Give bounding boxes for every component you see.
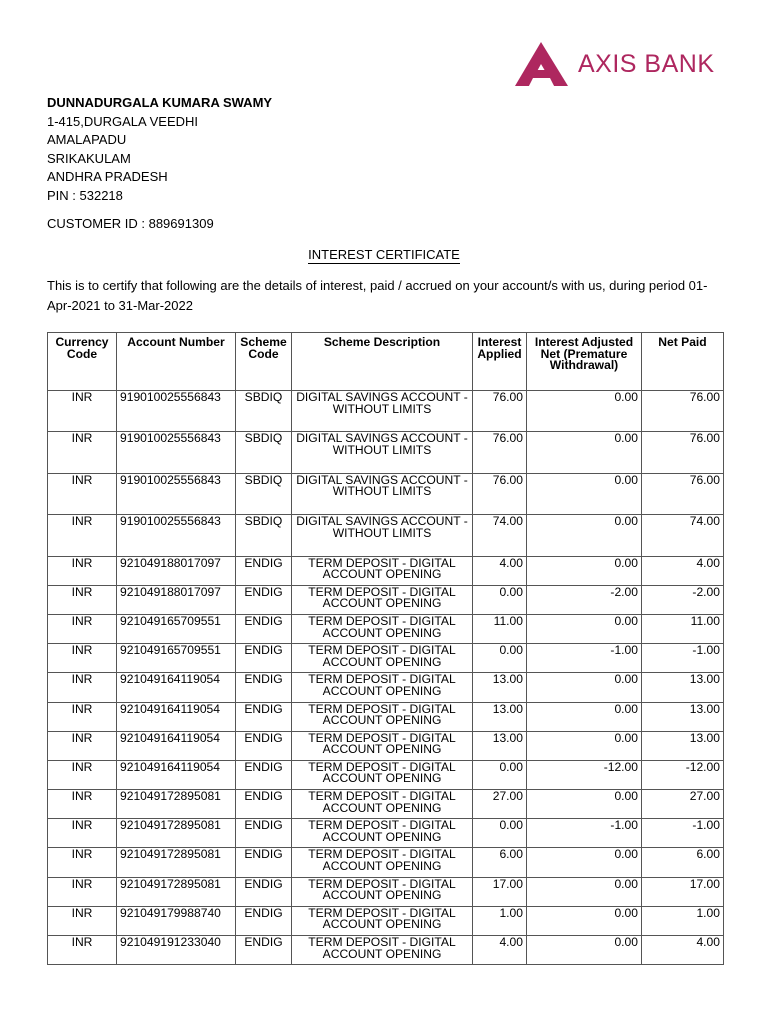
cell-interest-applied: 17.00 (473, 877, 527, 906)
cell-net-paid: -2.00 (642, 585, 724, 614)
cell-interest-adjusted: 0.00 (527, 515, 642, 556)
table-row (48, 515, 724, 556)
cell-scheme-description: TERM DEPOSIT - DIGITAL ACCOUNT OPENING (292, 936, 473, 965)
cell-interest-applied: 74.00 (473, 515, 527, 556)
header-currency-code: Currency Code (48, 333, 117, 391)
cell-currency-code: INR (48, 391, 117, 432)
table-row (48, 819, 724, 848)
cell-scheme-code: ENDIG (236, 614, 292, 643)
cell-net-paid: 1.00 (642, 906, 724, 935)
cell-interest-adjusted: 0.00 (527, 673, 642, 702)
cell-currency-code: INR (48, 936, 117, 965)
table-row (48, 760, 724, 789)
cell-account-number: 921049191233040 (117, 936, 236, 965)
cell-account-number: 919010025556843 (117, 515, 236, 556)
cell-currency-code: INR (48, 432, 117, 473)
table-header-row (48, 333, 724, 391)
bank-name: AXIS BANK (578, 49, 715, 78)
cell-scheme-code: ENDIG (236, 819, 292, 848)
cell-scheme-description: TERM DEPOSIT - DIGITAL ACCOUNT OPENING (292, 877, 473, 906)
cell-account-number: 919010025556843 (117, 391, 236, 432)
table-row (48, 585, 724, 614)
cell-interest-applied: 27.00 (473, 790, 527, 819)
certificate-title-text: INTEREST CERTIFICATE (308, 247, 460, 262)
cell-scheme-description: TERM DEPOSIT - DIGITAL ACCOUNT OPENING (292, 906, 473, 935)
cell-interest-applied: 76.00 (473, 432, 527, 473)
table-row (48, 848, 724, 877)
cell-scheme-description: TERM DEPOSIT - DIGITAL ACCOUNT OPENING (292, 848, 473, 877)
cell-account-number: 921049188017097 (117, 556, 236, 585)
cell-currency-code: INR (48, 760, 117, 789)
cell-account-number: 921049188017097 (117, 585, 236, 614)
cell-scheme-code: ENDIG (236, 585, 292, 614)
cell-interest-adjusted: 0.00 (527, 556, 642, 585)
cell-interest-applied: 0.00 (473, 644, 527, 673)
interest-table (47, 332, 724, 965)
table-row (48, 391, 724, 432)
table-row (48, 702, 724, 731)
address-line: ANDHRA PRADESH (47, 169, 168, 185)
cell-interest-applied: 4.00 (473, 936, 527, 965)
cell-scheme-code: ENDIG (236, 702, 292, 731)
cell-interest-adjusted: 0.00 (527, 936, 642, 965)
cell-interest-applied: 13.00 (473, 702, 527, 731)
cell-account-number: 921049164119054 (117, 702, 236, 731)
cell-interest-applied: 4.00 (473, 556, 527, 585)
cell-currency-code: INR (48, 848, 117, 877)
certificate-intro: This is to certify that following are the details of interest, paid / accrued on your account/s with us, during period 01-Apr-2021 to 31-Mar-2022 (47, 278, 708, 313)
cell-interest-applied: 0.00 (473, 819, 527, 848)
cell-scheme-code: ENDIG (236, 556, 292, 585)
cell-interest-adjusted: -1.00 (527, 819, 642, 848)
cell-interest-applied: 11.00 (473, 614, 527, 643)
cell-interest-applied: 6.00 (473, 848, 527, 877)
cell-scheme-code: ENDIG (236, 906, 292, 935)
table-row (48, 936, 724, 965)
cell-currency-code: INR (48, 644, 117, 673)
table-row (48, 906, 724, 935)
cell-scheme-code: ENDIG (236, 731, 292, 760)
cell-scheme-description: TERM DEPOSIT - DIGITAL ACCOUNT OPENING (292, 819, 473, 848)
cell-scheme-description: TERM DEPOSIT - DIGITAL ACCOUNT OPENING (292, 702, 473, 731)
customer-name: DUNNADURGALA KUMARA SWAMY (47, 95, 273, 110)
cell-interest-applied: 13.00 (473, 673, 527, 702)
cell-interest-adjusted: 0.00 (527, 391, 642, 432)
cell-scheme-code: ENDIG (236, 848, 292, 877)
cell-scheme-description: TERM DEPOSIT - DIGITAL ACCOUNT OPENING (292, 644, 473, 673)
cell-scheme-description: DIGITAL SAVINGS ACCOUNT - WITHOUT LIMITS (292, 515, 473, 556)
cell-interest-adjusted: -1.00 (527, 644, 642, 673)
cell-interest-applied: 0.00 (473, 760, 527, 789)
cell-scheme-code: SBDIQ (236, 391, 292, 432)
cell-interest-adjusted: 0.00 (527, 848, 642, 877)
cell-scheme-description: TERM DEPOSIT - DIGITAL ACCOUNT OPENING (292, 731, 473, 760)
cell-account-number: 921049172895081 (117, 848, 236, 877)
header-scheme-code: Scheme Code (236, 333, 292, 391)
table-body (48, 391, 724, 965)
cell-scheme-code: ENDIG (236, 790, 292, 819)
cell-currency-code: INR (48, 473, 117, 514)
cell-interest-applied: 1.00 (473, 906, 527, 935)
cell-scheme-code: SBDIQ (236, 432, 292, 473)
cell-scheme-description: TERM DEPOSIT - DIGITAL ACCOUNT OPENING (292, 585, 473, 614)
table-row (48, 673, 724, 702)
cell-net-paid: 17.00 (642, 877, 724, 906)
cell-account-number: 921049172895081 (117, 790, 236, 819)
cell-account-number: 921049165709551 (117, 614, 236, 643)
cell-scheme-description: TERM DEPOSIT - DIGITAL ACCOUNT OPENING (292, 760, 473, 789)
cell-account-number: 921049172895081 (117, 877, 236, 906)
cell-account-number: 921049164119054 (117, 731, 236, 760)
cell-interest-adjusted: 0.00 (527, 790, 642, 819)
cell-account-number: 921049164119054 (117, 673, 236, 702)
address-line: AMALAPADU (47, 132, 127, 148)
address-line: 1-415,DURGALA VEEDHI (47, 113, 199, 129)
certificate-title (0, 247, 768, 262)
cell-interest-adjusted: 0.00 (527, 432, 642, 473)
cell-currency-code: INR (48, 515, 117, 556)
table-row (48, 790, 724, 819)
cell-net-paid: 4.00 (642, 936, 724, 965)
cell-currency-code: INR (48, 877, 117, 906)
cell-scheme-code: SBDIQ (236, 515, 292, 556)
cell-interest-adjusted: 0.00 (527, 614, 642, 643)
cell-account-number: 921049172895081 (117, 819, 236, 848)
cell-account-number: 919010025556843 (117, 473, 236, 514)
cell-interest-adjusted: 0.00 (527, 473, 642, 514)
cell-scheme-code: SBDIQ (236, 473, 292, 514)
address-line: SRIKAKULAM (47, 150, 131, 166)
cell-interest-adjusted: -2.00 (527, 585, 642, 614)
cell-net-paid: 76.00 (642, 432, 724, 473)
cell-currency-code: INR (48, 731, 117, 760)
header-scheme-description: Scheme Description (292, 333, 473, 391)
customer-id: CUSTOMER ID : 889691309 (47, 216, 214, 231)
cell-scheme-code: ENDIG (236, 760, 292, 789)
bank-logo (512, 40, 715, 88)
cell-net-paid: 76.00 (642, 473, 724, 514)
cell-net-paid: 27.00 (642, 790, 724, 819)
cell-net-paid: 76.00 (642, 391, 724, 432)
cell-interest-applied: 0.00 (473, 585, 527, 614)
cell-currency-code: INR (48, 556, 117, 585)
cell-net-paid: -12.00 (642, 760, 724, 789)
cell-scheme-description: DIGITAL SAVINGS ACCOUNT - WITHOUT LIMITS (292, 391, 473, 432)
cell-account-number: 921049165709551 (117, 644, 236, 673)
header-interest-adjusted: Interest Adjusted Net (Premature Withdrawal) (527, 333, 642, 391)
table-row (48, 556, 724, 585)
cell-scheme-description: DIGITAL SAVINGS ACCOUNT - WITHOUT LIMITS (292, 432, 473, 473)
cell-interest-applied: 76.00 (473, 391, 527, 432)
table-row (48, 473, 724, 514)
cell-net-paid: 4.00 (642, 556, 724, 585)
cell-account-number: 921049164119054 (117, 760, 236, 789)
cell-scheme-code: ENDIG (236, 644, 292, 673)
cell-interest-applied: 76.00 (473, 473, 527, 514)
cell-currency-code: INR (48, 585, 117, 614)
cell-net-paid: -1.00 (642, 819, 724, 848)
cell-scheme-description: TERM DEPOSIT - DIGITAL ACCOUNT OPENING (292, 790, 473, 819)
table-row (48, 644, 724, 673)
cell-currency-code: INR (48, 673, 117, 702)
cell-scheme-code: ENDIG (236, 673, 292, 702)
cell-currency-code: INR (48, 702, 117, 731)
cell-account-number: 919010025556843 (117, 432, 236, 473)
cell-net-paid: 13.00 (642, 702, 724, 731)
cell-scheme-code: ENDIG (236, 877, 292, 906)
table-row (48, 614, 724, 643)
cell-scheme-description: TERM DEPOSIT - DIGITAL ACCOUNT OPENING (292, 614, 473, 643)
cell-interest-adjusted: 0.00 (527, 877, 642, 906)
cell-interest-adjusted: 0.00 (527, 731, 642, 760)
cell-scheme-description: DIGITAL SAVINGS ACCOUNT - WITHOUT LIMITS (292, 473, 473, 514)
cell-net-paid: 13.00 (642, 731, 724, 760)
table-row (48, 731, 724, 760)
cell-scheme-description: TERM DEPOSIT - DIGITAL ACCOUNT OPENING (292, 673, 473, 702)
cell-currency-code: INR (48, 819, 117, 848)
cell-currency-code: INR (48, 614, 117, 643)
cell-net-paid: 6.00 (642, 848, 724, 877)
cell-interest-adjusted: 0.00 (527, 702, 642, 731)
table-row (48, 877, 724, 906)
cell-currency-code: INR (48, 790, 117, 819)
cell-interest-applied: 13.00 (473, 731, 527, 760)
cell-interest-adjusted: 0.00 (527, 906, 642, 935)
header-account-number: Account Number (117, 333, 236, 391)
axis-bank-logo-icon (512, 40, 570, 88)
cell-net-paid: 13.00 (642, 673, 724, 702)
cell-net-paid: 11.00 (642, 614, 724, 643)
address-line: PIN : 532218 (47, 187, 123, 203)
cell-net-paid: 74.00 (642, 515, 724, 556)
cell-interest-adjusted: -12.00 (527, 760, 642, 789)
table-row (48, 432, 724, 473)
cell-net-paid: -1.00 (642, 644, 724, 673)
cell-scheme-description: TERM DEPOSIT - DIGITAL ACCOUNT OPENING (292, 556, 473, 585)
cell-account-number: 921049179988740 (117, 906, 236, 935)
header-interest-applied: Interest Applied (473, 333, 527, 391)
cell-scheme-code: ENDIG (236, 936, 292, 965)
header-net-paid: Net Paid (642, 333, 724, 391)
cell-currency-code: INR (48, 906, 117, 935)
customer-address-block (47, 94, 272, 206)
